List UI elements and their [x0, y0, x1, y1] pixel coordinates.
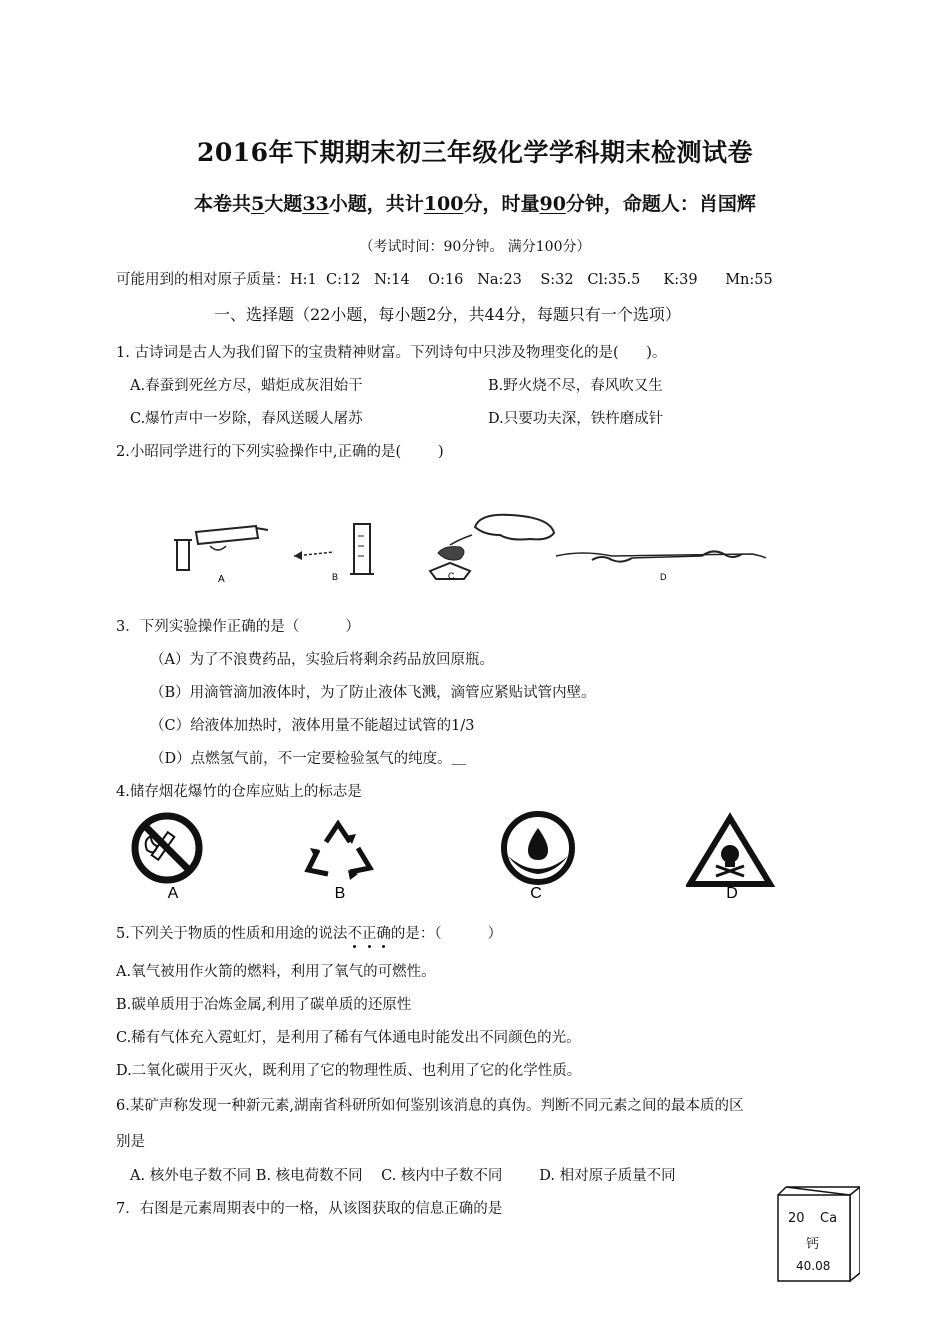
q2-figure-b-cylinder	[290, 518, 390, 584]
q5-option-b: B.碳单质用于冶炼金属,利用了碳单质的还原性	[116, 997, 412, 1013]
q5-stem-emphasis-3: 确	[376, 926, 391, 942]
element-name: 钙	[806, 1237, 820, 1252]
q3-option-b: （B）用滴管滴加液体时，为了防止液体飞溅，滴管应紧贴试管内壁。	[150, 685, 596, 701]
element-number: 20	[788, 1211, 805, 1226]
q3-option-a: （A）为了不浪费药品，实验后将剩余药品放回原瓶。	[150, 652, 494, 668]
q2-label-d: D	[660, 572, 667, 582]
q2-label-c: C	[448, 571, 455, 581]
q5-option-d: D.二氧化碳用于灭火，既利用了它的物理性质、也利用了它的化学性质。	[116, 1063, 582, 1079]
subtitle-questions: 33	[302, 193, 329, 215]
q1-option-c: C.爆竹声中一岁除，春风送暖人屠苏	[130, 411, 363, 427]
water-saving-sign-icon	[496, 810, 586, 902]
atomic-masses: 可能用到的相对原子质量：H:1 C:12 N:14 O:16 Na:23 S:32 Cl:35.5 K:39 Mn:55	[116, 272, 773, 288]
exam-subtitle	[0, 189, 950, 216]
exam-title: 2016年下期期末初三年级化学学科期末检测试卷	[196, 138, 754, 167]
q1-option-b: B.野火烧不尽，春风吹又生	[488, 378, 663, 394]
q2-stem: 2.小昭同学进行的下列实验操作中,正确的是( )	[116, 444, 444, 460]
q7-stem: 7．右图是元素周期表中的一格，从该图获取的信息正确的是	[116, 1201, 503, 1217]
q3-stem: 3．下列实验操作正确的是（ ）	[116, 619, 360, 635]
section-1-heading: 一、选择题（22小题，每小题2分，共44分，每题只有一个选项）	[214, 305, 681, 324]
q5-stem-emphasis-2: 正	[361, 926, 377, 942]
q2-figure-d-heating	[552, 542, 772, 584]
q2-figure-a-pouring	[160, 518, 270, 584]
q4-label-d: D	[726, 885, 738, 902]
q1-option-d: D.只要功夫深，铁杵磨成针	[488, 411, 664, 427]
q5-stem	[116, 922, 502, 943]
q6-options: A. 核外电子数不同 B. 核电荷数不同 C. 核内中子数不同 D. 相对原子质量不同	[130, 1168, 676, 1184]
q5-stem-emphasis-1: 不	[347, 926, 362, 942]
q5-stem-pre: 5.下列关于物质的性质和用途的说法	[116, 926, 348, 942]
q4-label-a: A	[167, 885, 179, 902]
q1-option-a: A.春蚕到死丝方尽，蜡炬成灰泪始干	[130, 378, 363, 394]
subtitle-text-2: 大题	[264, 193, 303, 215]
q2-figure-c-smelling	[420, 505, 560, 585]
subtitle-minutes: 90	[539, 193, 566, 215]
q4-label-c: C	[530, 885, 542, 902]
subtitle-text-3: 小题，共计	[328, 193, 424, 215]
element-mass: 40.08	[796, 1259, 831, 1273]
q4-stem: 4.储存烟花爆竹的仓库应贴上的标志是	[116, 784, 362, 800]
subtitle-text-1: 本卷共	[194, 193, 252, 215]
recycle-sign-icon	[298, 812, 388, 902]
toxic-sign-icon	[686, 812, 778, 902]
no-fire-sign-icon	[125, 810, 215, 902]
q3-option-c: （C）给液体加热时，液体用量不能超过试管的1/3	[150, 718, 475, 734]
subtitle-text-5: 分钟，命题人：肖国辉	[565, 193, 756, 215]
subtitle-score: 100	[423, 193, 464, 215]
q2-label-a: A	[218, 574, 225, 584]
q2-label-b: B	[332, 572, 339, 582]
periodic-table-cell	[776, 1185, 860, 1283]
subtitle-text-4: 分，时量	[463, 193, 540, 215]
subtitle-sections: 5	[251, 193, 265, 215]
element-symbol: Ca	[820, 1211, 838, 1226]
exam-info: （考试时间：90分钟。 满分100分）	[359, 239, 591, 255]
q5-option-c: C.稀有气体充入霓虹灯，是利用了稀有气体通电时能发出不同颜色的光。	[116, 1030, 581, 1046]
q6-stem-line-1: 6.某矿声称发现一种新元素,湖南省科研所如何鉴别该消息的真伪。判断不同元素之间的最本质的区	[116, 1098, 744, 1114]
q3-option-d: （D）点燃氢气前，不一定要检验氢气的纯度。＿	[150, 751, 467, 767]
q5-option-a: A.氧气被用作火箭的燃料，利用了氧气的可燃性。	[116, 964, 436, 980]
q1-stem: 1. 古诗词是古人为我们留下的宝贵精神财富。下列诗句中只涉及物理变化的是( )。	[116, 345, 667, 361]
q5-stem-post: 的是：（ ）	[390, 926, 503, 942]
q4-label-b: B	[334, 885, 346, 902]
q6-stem-line-2: 别是	[116, 1134, 145, 1150]
